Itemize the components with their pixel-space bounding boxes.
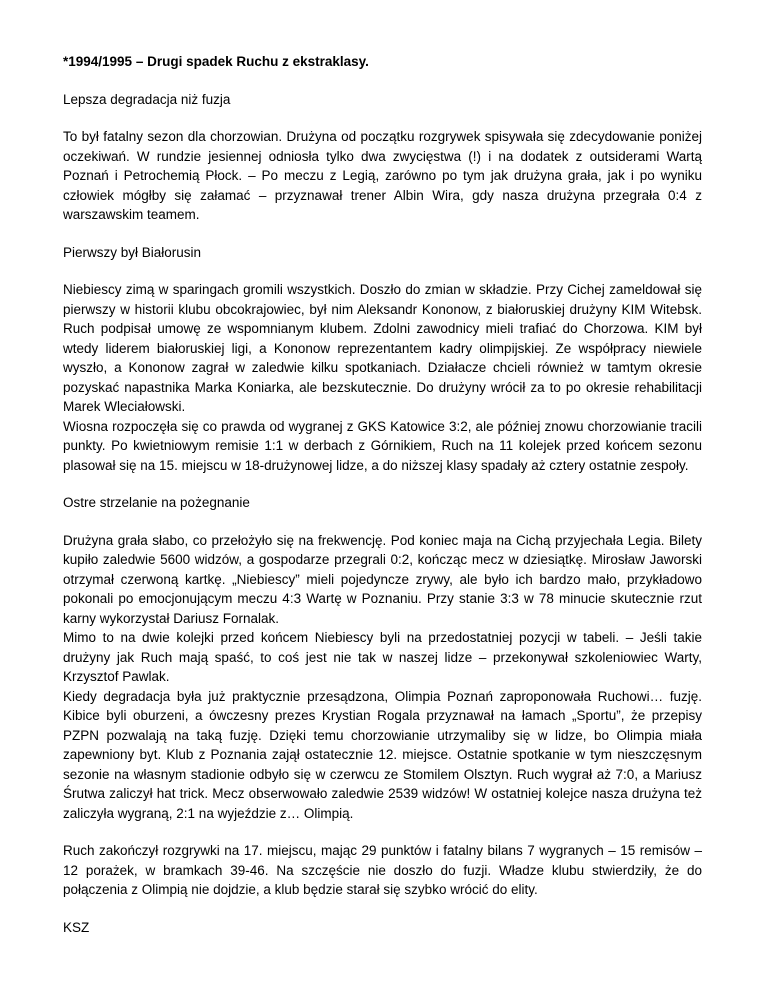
section2-paragraph-2: Mimo to na dwie kolejki przed końcem Niebiescy byli na przedostatniej pozycji w tabeli. – Jeśli takie drużyny jak Ruch mają spaść, to coś jest nie tak w naszej lidze – przekonywał szkoleniowiec Warty, Krzysztof Pawlak. — [63, 630, 702, 684]
intro-paragraph: To był fatalny sezon dla chorzowian. Drużyna od początku rozgrywek spisywała się zdecydowanie poniżej oczekiwań. W rundzie jesiennej odniosła tylko dwa zwycięstwa (!) i na dodatek z outsiderami Wartą Poznań i Petrochemią Płock. – Po meczu z Legią, zarówno po tym jak drużyna grała, jak i po wyniku człowiek mógłby się załamać – przyznawał trener Albin Wira, gdy nasza drużyna przegrała 0:4 z warszawskim teamem. — [63, 129, 702, 222]
section1-paragraph-1: Niebiescy zimą w sparingach gromili wszystkich. Doszło do zmian w składzie. Przy Cichej zameldował się pierwszy w historii klubu obcokrajowiec, był nim Aleksandr Kononow, z białoruskiej drużyny KIM Witebsk. Ruch podpisał umowę ze wspomnianym klubem. Zdolni zawodnicy mieli trafiać do Chorzowa. KIM był wtedy liderem białoruskiej ligi, a Kononow reprezentantem kadry olimpijskiej. Ze współpracy niewiele wyszło, a Kononow zagrał w zaledwie kilku spotkaniach. Działacze chcieli również w tamtym okresie pozyskać napastnika Marka Koniarka, ale bezskutecznie. Do drużyny wrócił za to po okresie rehabilitacji Marek Wleciałowski. — [63, 282, 702, 414]
section-heading-belarusian: Pierwszy był Białorusin — [63, 244, 202, 260]
article-subtitle: Lepsza degradacja niż fuzja — [63, 91, 231, 107]
document-page — [63, 52, 702, 955]
document-title: *1994/1995 – Drugi spadek Ruchu z ekstraklasy. — [63, 54, 369, 69]
section-heading-farewell: Ostre strzelanie na pożegnanie — [63, 495, 250, 510]
section2-paragraph-3: Kiedy degradacja była już praktycznie przesądzona, Olimpia Poznań zaproponowała Ruchowi… fuzję. Kibice byli oburzeni, a ówczesny prezes Krystian Rogala przyznawał na łamach „Sportu”, że przepisy PZPN pozwalają na taką fuzję. Dzięki temu chorzowianie utrzymaliby się w lidze, bo Olimpia miała zapewniony byt. Klub z Poznania zajął ostatecznie 12. miejsce. Ostatnie spotkanie w tym nieszczęsnym sezonie na własnym stadionie odbyło się w czerwcu ze Stomilem Olsztyn. Ruch wygrał aż 7:0, a Mariusz Śrutwa zaliczył hat trick. Mecz obserwowało zaledwie 2539 widzów! W ostatniej kolejce nasza drużyna też zaliczyła wygraną, 2:1 na wyjeździe z… Olimpią. — [63, 688, 702, 821]
section1-paragraph-2: Wiosna rozpoczęła się co prawda od wygranej z GKS Katowice 3:2, ale później znowu chorzowianie tracili punkty. Po kwietniowym remisie 1:1 w derbach z Górnikiem, Ruch na 11 kolejek przed końcem sezonu plasował się na 15. miejscu w 18-drużynowej lidze, a do niższej klasy spadały aż cztery ostatnie zespoły. — [63, 418, 702, 473]
author-signature: KSZ — [63, 919, 90, 935]
conclusion-paragraph: Ruch zakończył rozgrywki na 17. miejscu, mając 29 punktów i fatalny bilans 7 wygranych – 15 remisów – 12 porażek, w bramkach 39-46. Na szczęście nie doszło do fuzji. Władze klubu stwierdziły, że do połączenia z Olimpią nie dojdzie, a klub będzie starał się szybko wrócić do elity. — [63, 843, 702, 897]
section2-paragraph-1: Drużyna grała słabo, co przełożyło się na frekwencję. Pod koniec maja na Cichą przyjechała Legia. Bilety kupiło zaledwie 5600 widzów, a gospodarze przegrali 0:2, kończąc mecz w dziesiątkę. Mirosław Jaworski otrzymał czerwoną kartkę. „Niebiescy” mieli pojedyncze zrywy, ale było ich bardzo mało, przykładowo pokonali po emocjonującym meczu 4:3 Wartę w Poznaniu. Przy stanie 3:3 w 78 minucie skutecznie rzut karny wykorzystał Dariusz Fornalak. — [63, 532, 702, 626]
